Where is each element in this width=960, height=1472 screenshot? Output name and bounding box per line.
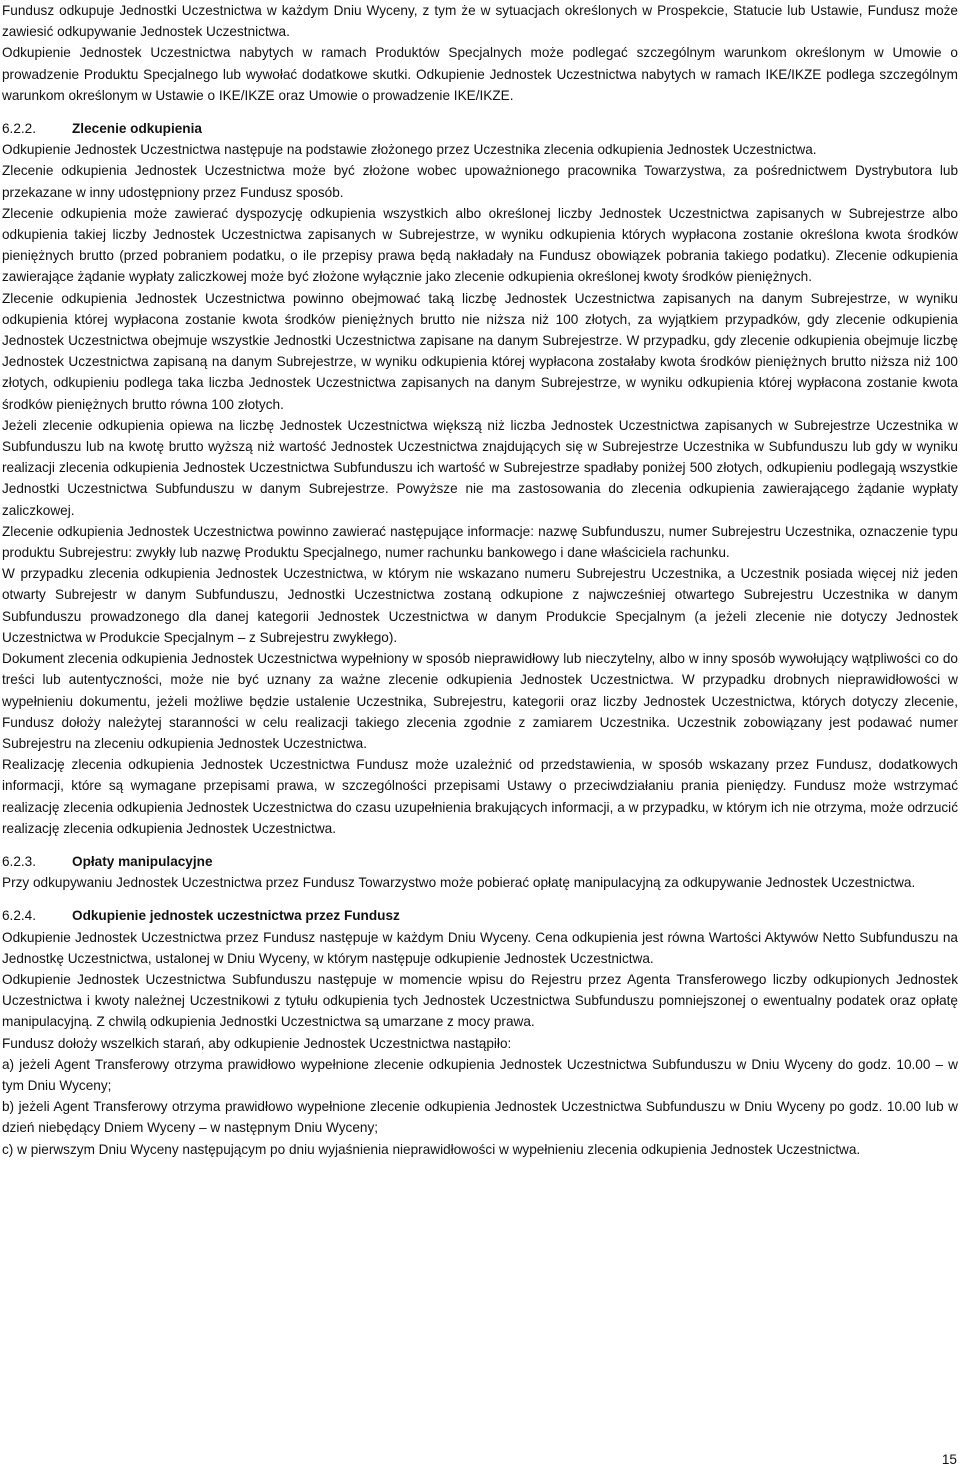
paragraph: Fundusz odkupuje Jednostki Uczestnictwa w każdym Dniu Wyceny, z tym że w sytuacjach określonych w Prospekcie, Statucie lub Ustawie, Fundusz może zawiesić odkupywanie Jednostek Uczestnictwa. [2, 3, 958, 40]
paragraph: Zlecenie odkupienia Jednostek Uczestnictwa może być złożone wobec upoważnionego pracownika Towarzystwa, za pośrednictwem Dystrybutora lub przekazane w inny udostępniony przez Fundusz sposób. [2, 163, 958, 200]
paragraph: Zlecenie odkupienia może zawierać dyspozycję odkupienia wszystkich albo określonej liczby Jednostek Uczestnictwa zapisanych w Subrejestrze albo odkupienia takiej liczby Jednostek Uczestnictwa zapisanych w Subrejestrze, w wyniku odkupienia których wypłacona zostanie określona kwota środków pieniężnych brutto (przed pobraniem podatku, o ile przepisy prawa będą nakładały na Fundusz obowiązek pobrania takiego podatku). Zlecenie odkupienia zawierające żądanie wypłaty zaliczkowej może być złożone wyłącznie jako zlecenie odkupienia określonej kwoty środków pieniężnych. [2, 205, 958, 285]
page-number: 15 [941, 1452, 957, 1467]
paragraph: Zlecenie odkupienia Jednostek Uczestnictwa powinno zawierać następujące informacje: nazwę Subfunduszu, numer Subrejestru Uczestnika, oznaczenie typu produktu Subrejestru: zwykły lub nazwę Produktu Specjalnego, numer rachunku bankowego i dane właściciela rachunku. [2, 523, 958, 561]
paragraph: Realizację zlecenia odkupienia Jednostek Uczestnictwa Fundusz może uzależnić od przedstawienia, w sposób wskazany przez Fundusz, dodatkowych informacji, które są wymagane przepisami prawa, w szczególności przepisami Ustawy o przeciwdziałaniu prania pieniędzy. Fundusz może wstrzymać realizację zlecenia odkupienia Jednostek Uczestnictwa do czasu uzupełnienia brakujących informacji, a w przypadku, w którym ich nie otrzyma, może odrzucić realizację zlecenia odkupienia Jednostek Uczestnictwa. [2, 757, 958, 836]
paragraph: Fundusz dołoży wszelkich starań, aby odkupienie Jednostek Uczestnictwa nastąpiło: [2, 1035, 512, 1051]
section-heading-6-2-2 [2, 118, 958, 139]
section-number: 6.2.3. [2, 853, 37, 869]
paragraph: Przy odkupywaniu Jednostek Uczestnictwa przez Fundusz Towarzystwo może pobierać opłatę manipulacyjną za odkupywanie Jednostek Uczestnictwa. [2, 875, 916, 891]
section-heading-6-2-3 [2, 851, 958, 872]
list-item-b: b) jeżeli Agent Transferowy otrzyma prawidłowo wypełnione zlecenie odkupienia Jednostek Uczestnictwa Subfunduszu w Dniu Wyceny po godz. 10.00 lub w dzień niebędący Dniem Wyceny – w następnym Dniu Wyceny; [2, 1099, 958, 1136]
paragraph: Zlecenie odkupienia Jednostek Uczestnictwa powinno obejmować taką liczbę Jednostek Uczestnictwa zapisanych na danym Subrejestrze, w wyniku odkupienia której wypłacona zostanie kwota środków pieniężnych brutto nie niższa niż 100 złotych, za wyjątkiem przypadków, gdy zlecenie odkupienia Jednostek Uczestnictwa obejmuje wszystkie Jednostki Uczestnictwa zapisane na danym Subrejestrze. W przypadku, gdy zlecenie odkupienia obejmuje liczbę Jednostek Uczestnictwa zapisaną na danym Subrejestrze, w wyniku odkupienia której wypłacona zostałaby kwota środków pieniężnych brutto niższa niż 100 złotych, odkupieniu podlega taka liczba Jednostek Uczestnictwa zapisanych na danym Subrejestrze, w wyniku odkupienia której wypłacona zostanie kwota środków pieniężnych brutto równa 100 złotych. [2, 290, 958, 412]
section-title: Opłaty manipulacyjne [72, 853, 213, 869]
section-title: Odkupienie jednostek uczestnictwa przez Fundusz [72, 908, 400, 924]
paragraph: Odkupienie Jednostek Uczestnictwa następuje na podstawie złożonego przez Uczestnika zlecenia odkupienia Jednostek Uczestnictwa. [2, 142, 817, 158]
list-item-c: c) w pierwszym Dniu Wyceny następującym po dniu wyjaśnienia nieprawidłowości w wypełnieniu zlecenia odkupienia Jednostek Uczestnictwa. [2, 1141, 861, 1157]
section-number: 6.2.2. [2, 121, 37, 137]
document-page [2, 0, 958, 1160]
section-title: Zlecenie odkupienia [72, 121, 202, 137]
paragraph: Odkupienie Jednostek Uczestnictwa przez Fundusz następuje w każdym Dniu Wyceny. Cena odkupienia jest równa Wartości Aktywów Netto Subfunduszu na Jednostkę Uczestnictwa, ustalonej w Dniu Wyceny, w którym następuje odkupienie Jednostek Uczestnictwa. [2, 929, 958, 966]
section-heading-6-2-4 [2, 905, 958, 926]
paragraph: Odkupienie Jednostek Uczestnictwa Subfunduszu następuje w momencie wpisu do Rejestru przez Agenta Transferowego liczby odkupionych Jednostek Uczestnictwa i kwoty należnej Uczestnikowi z tytułu odkupienia tych Jednostek Uczestnictwa Subfunduszu pomniejszonej o ewentualny podatek oraz opłatę manipulacyjną. Z chwilą odkupienia Jednostki Uczestnictwa są umarzane z mocy prawa. [2, 971, 958, 1030]
paragraph: Jeżeli zlecenie odkupienia opiewa na liczbę Jednostek Uczestnictwa większą niż liczba Jednostek Uczestnictwa zapisanych w Subrejestrze Uczestnika w Subfunduszu lub na kwotę brutto wyższą niż wartość Jednostek Uczestnictwa znajdujących się w Subrejestrze Uczestnika w Subfunduszu lub gdy w wyniku realizacji zlecenia odkupienia Jednostek Uczestnictwa Subfunduszu ich wartość w Subrejestrze spadłaby poniżej 500 złotych, odkupieniu podlegają wszystkie Jednostki Uczestnictwa Subfunduszu w danym Subrejestrze. Powyższe nie ma zastosowania do zlecenia odkupienia zawierającego żądanie wypłaty zaliczkowej. [2, 417, 958, 518]
paragraph: Dokument zlecenia odkupienia Jednostek Uczestnictwa wypełniony w sposób nieprawidłowy lub nieczytelny, albo w inny sposób wywołujący wątpliwości co do treści lub autentyczności, może nie być uznany za ważne zlecenie odkupienia Jednostek Uczestnictwa. W przypadku drobnych nieprawidłowości w wypełnieniu dokumentu, jeżeli możliwe będzie ustalenie Uczestnika, Subrejestru, kategorii oraz liczby Jednostek Uczestnictwa, których dotyczy zlecenie, Fundusz dołoży należytej staranności w celu realizacji takiego zlecenia zgodnie z zamiarem Uczestnika. Uczestnik zobowiązany jest podawać numer Subrejestru na zleceniu odkupienia Jednostek Uczestnictwa. [2, 651, 958, 751]
list-item-a: a) jeżeli Agent Transferowy otrzyma prawidłowo wypełnione zlecenie odkupienia Jednostek Uczestnictwa Subfunduszu w Dniu Wyceny do godz. 10.00 – w tym Dniu Wyceny; [2, 1056, 958, 1093]
section-number: 6.2.4. [2, 908, 37, 924]
paragraph: Odkupienie Jednostek Uczestnictwa nabytych w ramach Produktów Specjalnych może podlegać szczególnym warunkom określonym w Umowie o prowadzenie Produktu Specjalnego lub wywołać dodatkowe skutki. Odkupienie Jednostek Uczestnictwa nabytych w ramach IKE/IKZE podlega szczególnym warunkom określonym w Ustawie o IKE/IKZE oraz Umowie o prowadzenie IKE/IKZE. [2, 45, 958, 103]
paragraph: W przypadku zlecenia odkupienia Jednostek Uczestnictwa, w którym nie wskazano numeru Subrejestru Uczestnika, a Uczestnik posiada więcej niż jeden otwarty Subrejestr w danym Subfunduszu, Jednostki Uczestnictwa zostaną odkupione z najwcześniej otwartego Subrejestru Uczestnika w danym Subfunduszu prowadzonego dla danej kategorii Jednostek Uczestnictwa w danym Produkcie Specjalnym (a jeżeli zlecenie nie dotyczy Jednostek Uczestnictwa w Produkcie Specjalnym – z Subrejestru zwykłego). [2, 566, 958, 645]
